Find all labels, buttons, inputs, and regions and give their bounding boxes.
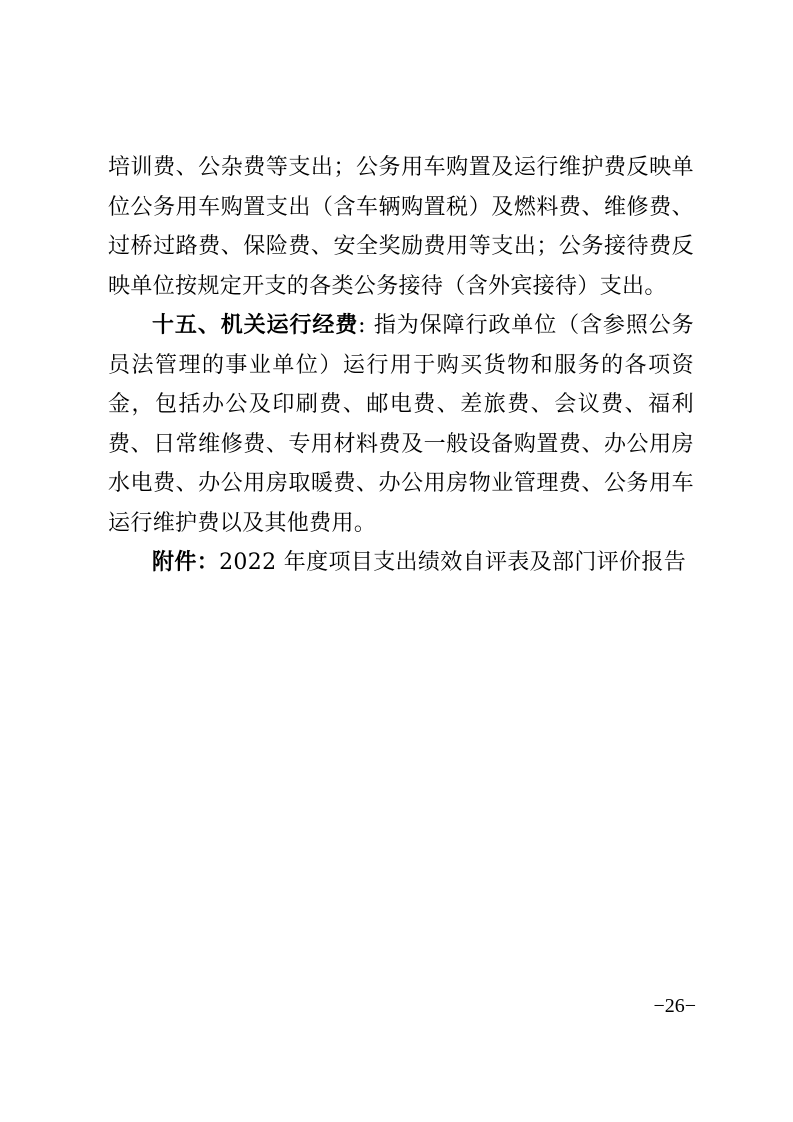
paragraph-attachment [108, 543, 694, 583]
body-text [108, 148, 694, 583]
paragraph-expense-description: 培训费、公杂费等支出；公务用车购置及运行维护费反映单位公务用车购置支出（含车辆购置税）及燃料费、维修费、过桥过路费、保险费、安全奖励费用等支出；公务接待费反映单位按规定开支的各类公务接待（含外宾接待）支出。 [108, 155, 694, 299]
term-operating-expenses: 十五、机关运行经费 [152, 312, 359, 338]
definition-operating-expenses: : 指为保障行政单位（含参照公务员法管理的事业单位）运行用于购买货物和服务的各项资金，包括办公及印刷费、邮电费、差旅费、会议费、福利费、日常维修费、专用材料费及一般设备购置费、办公用房水电费、办公用房取暖费、办公用房物业管理费、公务用车运行维护费以及其他费用。 [108, 313, 694, 536]
attachment-label: 附件： [152, 549, 220, 575]
attachment-text: 2022 年度项目支出绩效自评表及部门评价报告 [219, 550, 687, 575]
paragraph-operating-expenses [108, 306, 694, 543]
page-number: −26− [653, 995, 696, 1017]
